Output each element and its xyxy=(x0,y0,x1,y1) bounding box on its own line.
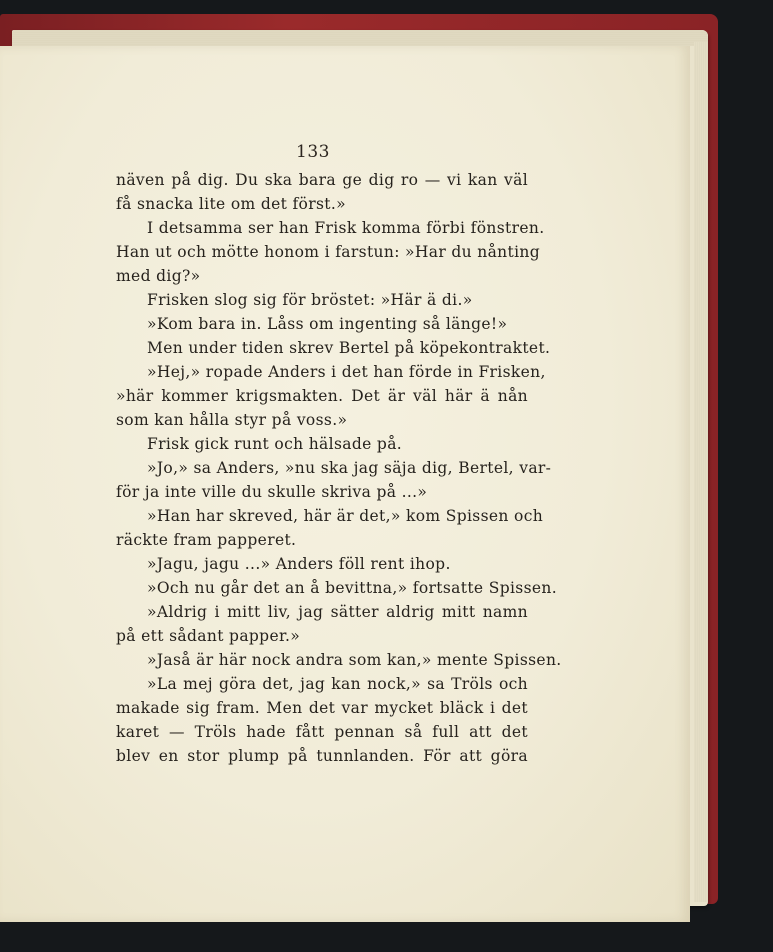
text-line: Han ut och mötte honom i farstun: »Har du nånting xyxy=(116,243,540,261)
text-line: räckte fram papperet. xyxy=(116,531,297,549)
text-line: med dig?» xyxy=(116,267,201,285)
text-line: makade sig fram. Men det var mycket bläck i det xyxy=(116,699,528,717)
text-line: »Hej,» ropade Anders i det han förde in Frisken, xyxy=(147,363,546,381)
text-line: för ja inte ville du skulle skriva på ...» xyxy=(116,483,428,501)
text-line: näven på dig. Du ska bara ge dig ro — vi kan väl xyxy=(116,171,528,189)
text-line: Men under tiden skrev Bertel på köpekontraktet. xyxy=(147,339,551,357)
text-line: »Kom bara in. Låss om ingenting så länge!» xyxy=(147,315,508,333)
page-number: 133 xyxy=(296,142,330,162)
text-line: I detsamma ser han Frisk komma förbi fönstren. xyxy=(147,219,545,237)
text-line: blev en stor plump på tunnlanden. För att göra xyxy=(116,747,528,765)
text-line: få snacka lite om det först.» xyxy=(116,195,346,213)
text-line: »här kommer krigsmakten. Det är väl här ä nån xyxy=(116,387,528,405)
text-line: »Aldrig i mitt liv, jag sätter aldrig mitt namn xyxy=(147,603,528,621)
text-line: som kan hålla styr på voss.» xyxy=(116,411,348,429)
text-line: Frisk gick runt och hälsade på. xyxy=(147,435,403,453)
text-line: »Och nu går det an å bevittna,» fortsatte Spissen. xyxy=(147,579,558,597)
text-line: »Han har skreved, här är det,» kom Spissen och xyxy=(147,507,544,525)
text-line: karet — Tröls hade fått pennan så full att det xyxy=(116,723,528,741)
text-line: Frisken slog sig för bröstet: »Här ä di.» xyxy=(147,291,473,309)
text-line: på ett sådant papper.» xyxy=(116,627,301,645)
text-line: »Jaså är här nock andra som kan,» mente Spissen. xyxy=(147,651,562,669)
text-line: »Jo,» sa Anders, »nu ska jag säja dig, Bertel, var- xyxy=(147,459,552,477)
text-line: »La mej göra det, jag kan nock,» sa Tröls och xyxy=(147,675,528,693)
text-line: »Jagu, jagu ...» Anders föll rent ihop. xyxy=(147,555,451,573)
